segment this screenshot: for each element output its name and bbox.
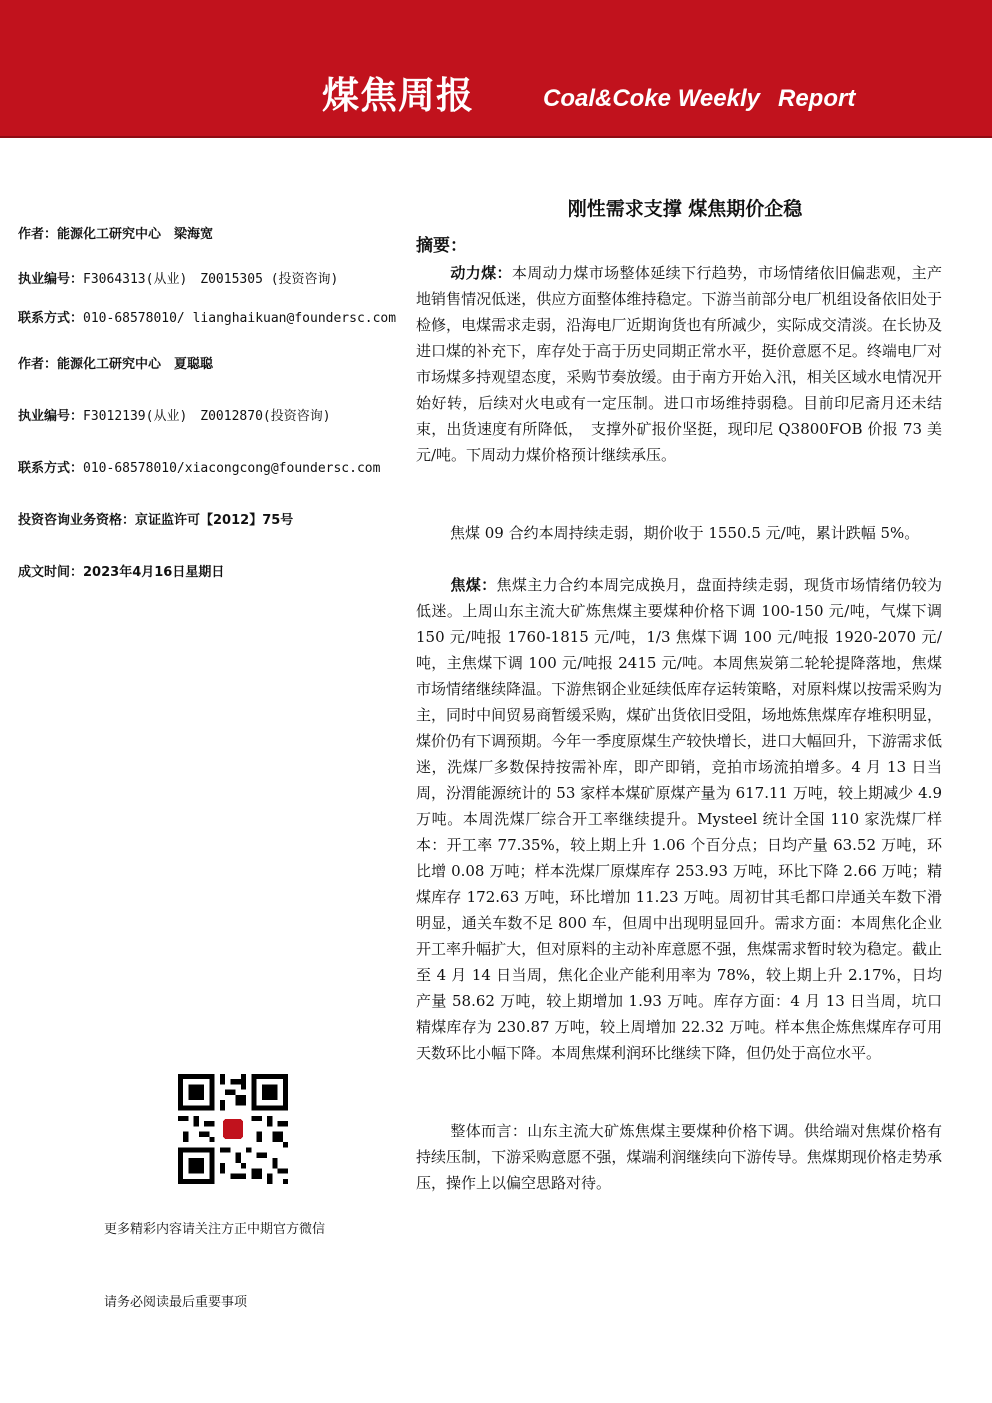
abstract-heading: 摘要： (416, 236, 467, 256)
contact-1: 联系方式：010-68578010/ lianghaikuan@foundersc.com (18, 311, 397, 326)
license-1: 执业编号：F3064313(从业) Z0015305 (投资咨询) (18, 272, 339, 287)
license-2: 执业编号：F3012139(从业) Z0012870(投资咨询) (18, 409, 331, 424)
important-notice: 请务必阅读最后重要事项 (104, 1295, 248, 1310)
qr-code-icon (178, 1074, 288, 1184)
qr-caption: 更多精彩内容请关注方正中期官方微信 (104, 1222, 326, 1237)
paragraph-futures-summary: 焦煤 09 合约本周持续走弱，期价收于 1550.5 元/吨，累计跌幅 5%。 (450, 524, 920, 542)
qualification: 投资咨询业务资格：京证监许可【2012】75号 (18, 513, 294, 528)
header-title-en-part1: Coal&Coke Weekly (543, 85, 760, 112)
report-title: 刚性需求支撑 煤焦期价企稳 (567, 198, 803, 220)
report-date: 成文时间：2023年4月16日星期日 (18, 565, 225, 580)
paragraph-coking-coal: 焦煤：焦煤主力合约本周完成换月，盘面持续走弱，现货市场情绪仍较为低迷。上周山东主流大矿炼焦煤主要煤种价格下调 100-150 元/吨，气煤下调 150 元/吨报 1760-1815 元/吨，1/3 焦煤下调 100 元/吨报 1920-2070 元/吨，主焦煤下调 100 元/吨报 2415 元/吨。本周焦炭第二轮轮提降落地，焦煤市场情绪继续降温。下游焦钢企业延续低库存运转策略，对原料煤以按需采购为主，同时中间贸易商暂缓采购，煤矿出货依旧受阻，场地炼焦煤库存堆积明显，煤价仍有下调预期。今年一季度原煤生产较快增长，进口大幅回升，下游需求低迷，洗煤厂多数保持按需补库，即产即销，竞拍市场流拍增多。4 月 13 日当周，汾渭能源统计的 53 家样本煤矿原煤产量为 617.11 万吨，较上期减少 4.9 万吨。本周洗煤厂综合开工率继续提升。Mysteel 统计全国 110 家洗煤厂样本：开工率 77.35%，较上期上升 1.06 个百分点；日均产量 63.52 万吨，环比增 0.08 万吨；样本洗煤厂原煤库存 253.93 万吨，环比下降 2.66 万吨；精煤库存 172.63 万吨，环比增加 11.23 万吨。周初甘其毛都口岸通关车数下滑明显，通关车数不足 800 车，但周中出现明显回升。需求方面：本周焦化企业开工率升幅扩大，但对原料的主动补库意愿不强，焦煤需求暂时较为稳定。截止至 4 月 14 日当周，焦化企业产能利用率为 78%，较上期上升 2.17%，日均产量 58.62 万吨，较上期增加 1.93 万吨。库存方面：4 月 13 日当周，坑口精煤库存为 230.87 万吨，较上周增加 22.32 万吨。样本焦企炼焦煤库存可用天数环比小幅下降。本周焦煤利润环比继续下降，但仍处于高位水平。 (416, 576, 942, 1062)
paragraph-thermal-coal: 动力煤：本周动力煤市场整体延续下行趋势，市场情绪依旧偏悲观，主产地销售情况低迷，供应方面整体维持稳定。下游当前部分电厂机组设备依旧处于检修，电煤需求走弱，沿海电厂近期询货也有所减少，实际成交清淡。在长协及进口煤的补充下，库存处于高于历史同期正常水平，挺价意愿不足。终端电厂对市场煤多持观望态度，采购节奏放缓。由于南方开始入汛，相关区域水电情况开始好转，后续对火电或有一定压制。进口市场维持弱稳。目前印尼斋月还未结束，出货速度有所降低， 支撑外矿报价坚挺，现印尼 Q3800FOB 价报 73 美元/吨。下周动力煤价格预计继续承压。 (416, 264, 942, 464)
author-1: 作者：能源化工研究中心 梁海宽 (18, 227, 214, 242)
header-title-en-part2: Report (777, 85, 856, 112)
contact-2: 联系方式：010-68578010/xiacongcong@foundersc.com (18, 461, 381, 476)
author-2: 作者：能源化工研究中心 夏聪聪 (18, 357, 214, 372)
header-title-en (543, 84, 855, 114)
paragraph-conclusion: 整体而言：山东主流大矿炼焦煤主要煤种价格下调。供给端对焦煤价格有持续压制，下游采购意愿不强，煤端利润继续向下游传导。焦煤期现价格走势承压，操作上以偏空思路对待。 (416, 1122, 942, 1192)
header-banner (0, 0, 992, 138)
header-title-cn: 煤焦周报 (322, 74, 474, 117)
